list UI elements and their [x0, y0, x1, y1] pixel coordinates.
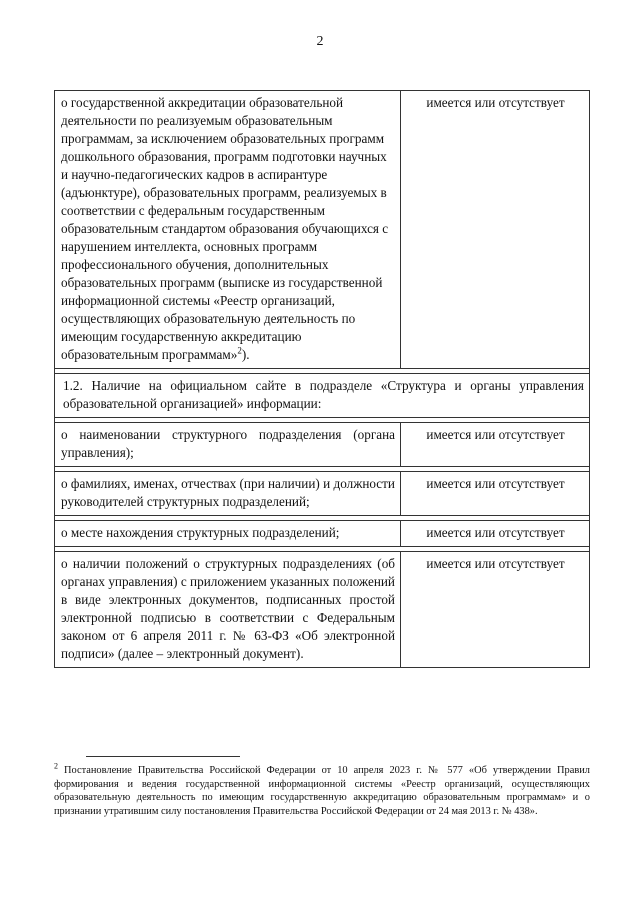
table-row: [55, 91, 590, 369]
criterion-cell: [55, 91, 401, 369]
table-row: [55, 423, 590, 467]
footnote-text: Постановление Правительства Российской Федерации от 10 апреля 2023 г. № 577 «Об утверждении Правил формирования и ведения государственной информационной системы «Реестр организаций, осуществляющих образовательную деятельность по имеющим государственную аккредитацию образовательным программам» и о признании утратившим силу постановления Правительства Российской Федерации от 24 мая 2013 г. № 438».: [54, 765, 590, 817]
status-cell: имеется или отсутствует: [401, 552, 590, 668]
criterion-cell: о фамилиях, именах, отчествах (при наличии) и должности руководителей структурных подразделений;: [55, 472, 401, 516]
page-number: 2: [316, 34, 324, 49]
status-cell: имеется или отсутствует: [401, 91, 590, 369]
criterion-cell: о наименовании структурного подразделения (органа управления);: [55, 423, 401, 467]
status-cell: имеется или отсутствует: [401, 423, 590, 467]
criterion-text: о государственной аккредитации образовательной деятельности по реализуемым образовательным программам, за исключением образовательных программ дошкольного образования, программ подготовки научных и научно-педагогических кадров в аспирантуре (адъюнктуре), образовательных программ, реализуемых в соответствии с федеральным государственным образовательным стандартом образования обучающихся с нарушением интеллекта, основных программ профессионального обучения, дополнительных образовательных программ (выписке из государственной информационной системы «Реестр организаций, осуществляющих образовательную деятельность по имеющим государственную аккредитацию образовательным программам»: [61, 95, 389, 362]
footnote-divider: [86, 756, 240, 757]
table-row: [55, 374, 590, 418]
criterion-tail: ).: [241, 347, 250, 362]
section-heading: 1.2. Наличие на официальном сайте в подразделе «Структура и органы управления образовательной организацией» информации:: [55, 374, 590, 418]
table-row: [55, 552, 590, 668]
criteria-table: [54, 90, 590, 668]
criterion-cell: о наличии положений о структурных подразделениях (об органах управления) с приложением указанных положений в виде электронных документов, подписанных простой электронной подписью в соответствии с Федеральным законом от 6 апреля 2011 г. № 63-ФЗ «Об электронной подписи» (далее – электронный документ).: [55, 552, 401, 668]
criterion-cell: о месте нахождения структурных подразделений;: [55, 521, 401, 547]
table-row: [55, 521, 590, 547]
footnote-marker: 2: [54, 761, 58, 771]
status-cell: имеется или отсутствует: [401, 472, 590, 516]
table-row: [55, 472, 590, 516]
footnote-ref: 2: [237, 345, 242, 356]
status-cell: имеется или отсутствует: [401, 521, 590, 547]
footnote: [54, 761, 590, 818]
